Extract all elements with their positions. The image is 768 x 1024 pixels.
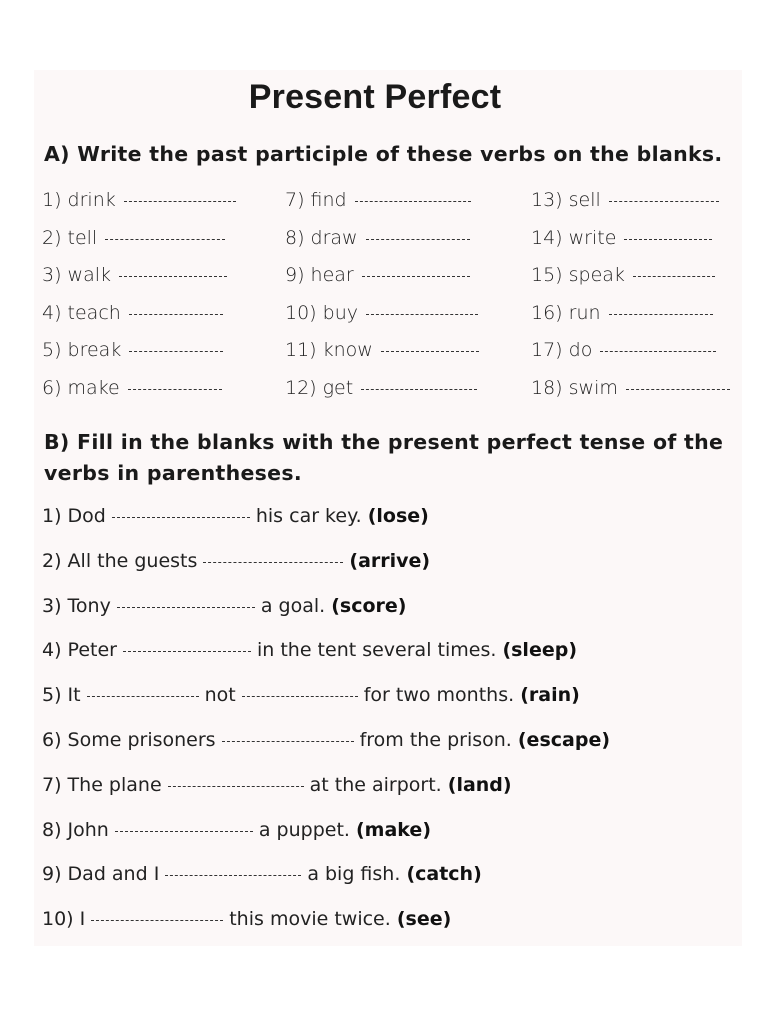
verb-label: 3) walk [42,264,112,286]
answer-blank[interactable] [624,237,712,240]
base-verb: (land) [447,773,512,796]
answer-blank[interactable] [609,312,713,315]
answer-blank[interactable] [87,694,199,697]
answer-blank[interactable] [203,560,343,563]
answer-blank[interactable] [362,274,470,277]
verb-label: 4) teach [42,301,121,324]
verb-item [42,220,236,258]
verb-label: 16) run [531,301,601,324]
base-verb: (catch) [406,863,482,886]
base-verb: (lose) [367,505,429,527]
base-verb: (escape) [517,728,611,751]
answer-blank[interactable] [600,349,716,352]
sentence-start: 1) Dod [42,505,106,527]
sentence-item [42,852,742,897]
sentence-end: for two months. [363,684,515,707]
verb-column-1 [42,182,236,407]
verb-item [285,295,479,333]
sentence-start: 9) Dad and I [42,863,160,886]
sentence-end: at the airport. [309,773,442,796]
verb-label: 17) do [531,339,593,361]
answer-blank[interactable] [366,312,478,315]
verb-item [285,332,479,370]
sentence-start: 6) Some prisoners [42,728,216,751]
answer-blank[interactable] [366,237,470,240]
verb-item [531,220,730,258]
verb-label: 8) draw [285,226,358,249]
sentence-end: from the prison. [359,728,512,751]
sentence-start: 4) Peter [42,639,117,662]
base-verb: (rain) [520,684,580,707]
verb-item [531,295,730,333]
page-title: Present Perfect [248,78,502,116]
answer-blank[interactable] [222,739,354,742]
sentence-start: 8) John [42,818,109,841]
base-verb: (arrive) [349,549,431,572]
answer-blank[interactable] [361,387,477,390]
verb-label: 10) buy [285,301,358,324]
verb-item [285,257,479,295]
base-verb: (see) [396,908,452,931]
sentence-item [42,763,742,808]
verb-column-3 [531,182,730,407]
answer-blank[interactable] [242,694,358,697]
base-verb: (score) [331,594,407,617]
answer-blank[interactable] [168,784,304,787]
sentence-end: a big fish. [307,863,401,886]
verb-label: 14) write [531,226,617,249]
verb-label: 11) know [285,339,373,361]
verb-item [285,182,479,220]
answer-blank[interactable] [626,387,730,390]
sentence-item [42,628,742,673]
verb-item [42,332,236,370]
sentence-end: a goal. [260,594,326,617]
sentence-end: a puppet. [258,818,350,841]
answer-blank[interactable] [105,237,225,240]
answer-blank[interactable] [123,649,251,652]
answer-blank[interactable] [165,873,301,876]
answer-blank[interactable] [355,199,471,202]
verb-label: 7) find [285,189,347,211]
verb-item [285,220,479,258]
answer-blank[interactable] [128,387,222,390]
sentence-start: 2) All the guests [42,549,198,572]
section-b-heading: B) Fill in the blanks with the present perfect tense of the verbs in parentheses. [44,430,724,485]
sentence-start: 5) It [42,684,81,707]
base-verb: (make) [356,818,431,841]
verb-label: 1) drink [42,189,116,211]
verb-item [42,295,236,333]
base-verb: (sleep) [502,639,577,662]
verb-label: 12) get [285,376,354,399]
sentence-item [42,494,742,539]
verb-column-2 [285,182,479,407]
answer-blank[interactable] [124,199,236,202]
verb-item [42,257,236,295]
answer-blank[interactable] [633,274,715,277]
sentence-item [42,584,742,629]
sentence-item [42,808,742,853]
verb-item [531,257,730,295]
sentence-end: this movie twice. [229,908,391,931]
answer-blank[interactable] [381,349,479,352]
verb-item [42,370,236,408]
verb-label: 5) break [42,339,122,361]
sentence-end: his car key. [255,505,362,527]
sentence-start: 3) Tony [42,594,111,617]
verb-label: 9) hear [285,264,354,286]
verb-label: 2) tell [42,226,98,249]
sentence-item [42,673,742,718]
verb-label: 18) swim [531,376,618,399]
sentence-end: in the tent several times. [256,639,497,662]
answer-blank[interactable] [119,274,227,277]
verb-label: 6) make [42,376,120,399]
verb-grid [42,182,742,412]
verb-item [531,182,730,220]
answer-blank[interactable] [609,199,719,202]
verb-item [42,182,236,220]
answer-blank[interactable] [91,918,223,921]
sentence-item [42,718,742,763]
answer-blank[interactable] [115,829,253,832]
answer-blank[interactable] [117,605,255,608]
sentence-item [42,897,742,942]
sentence-mid: not [204,684,236,707]
verb-label: 13) sell [531,189,601,211]
answer-blank[interactable] [112,515,250,518]
sentence-start: 7) The plane [42,773,162,796]
verb-item [531,332,730,370]
sentence-item [42,539,742,584]
answer-blank[interactable] [129,312,223,315]
sentence-list [42,494,742,942]
answer-blank[interactable] [129,349,223,352]
sentence-start: 10) I [42,908,86,931]
verb-item [285,370,479,408]
section-a-heading: A) Write the past participle of these verbs on the blanks. [44,142,723,166]
verb-item [531,370,730,408]
verb-label: 15) speak [531,264,625,286]
